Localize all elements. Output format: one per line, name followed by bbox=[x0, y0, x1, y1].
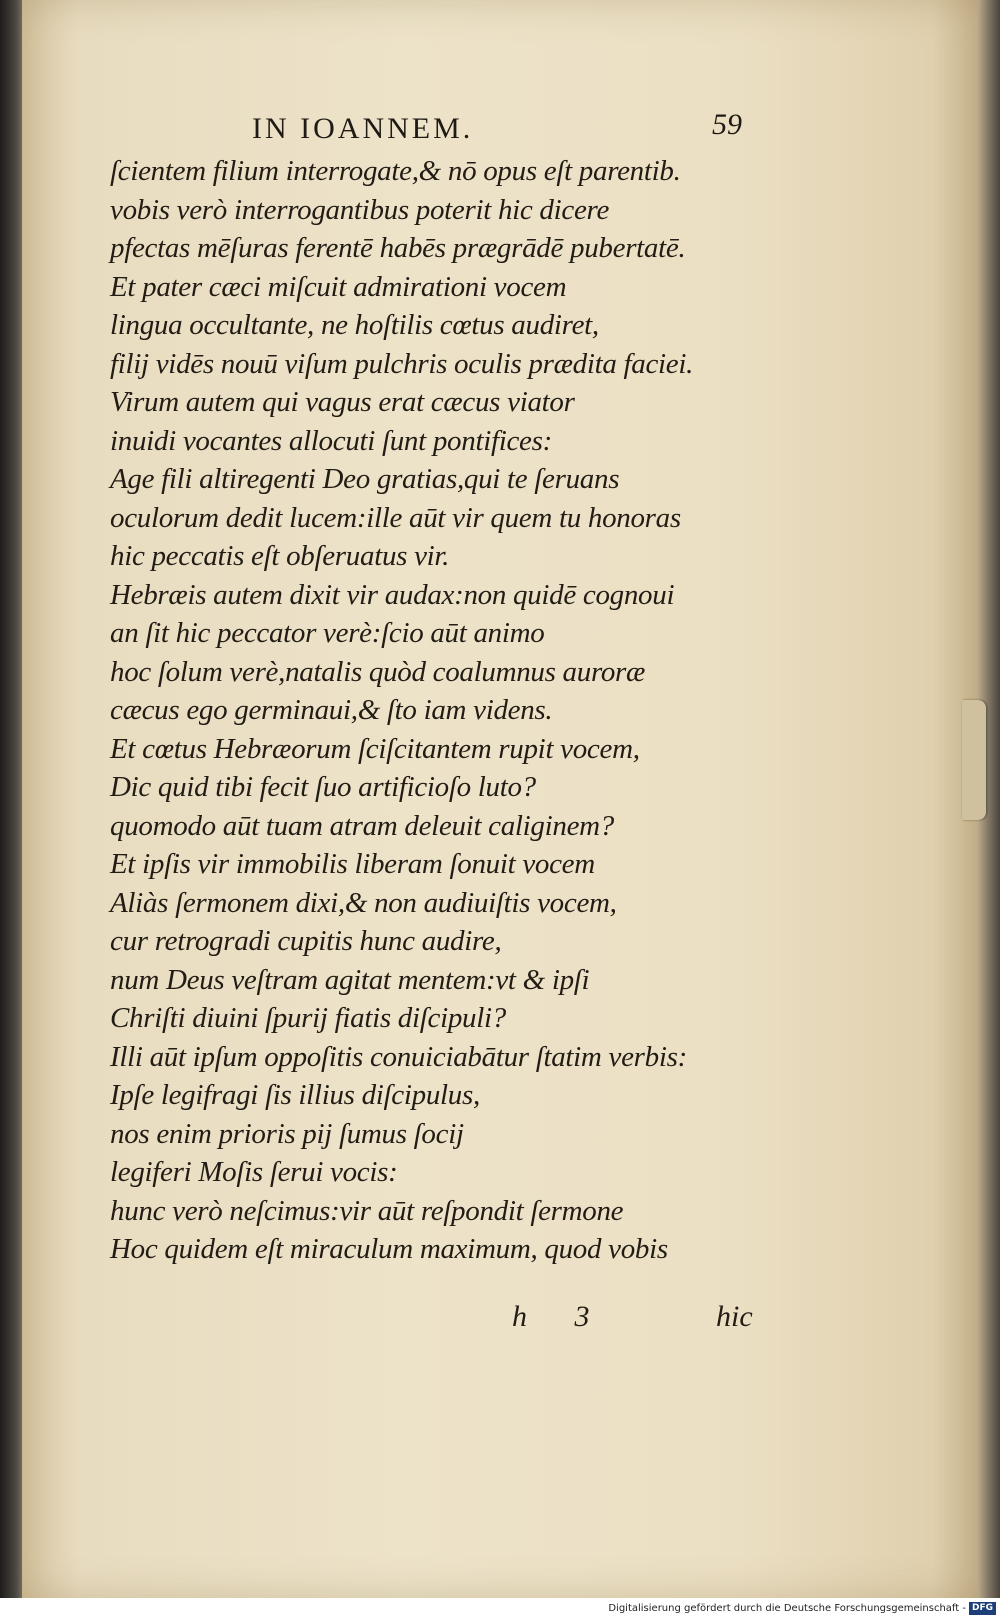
text-line: vobis verò interrogantibus poterit hic dicere bbox=[110, 193, 610, 226]
text-line: nos enim prioris pij ſumus ſocij bbox=[110, 1117, 464, 1150]
text-line: Chriſti diuini ſpurij fiatis diſcipuli? bbox=[110, 1002, 506, 1034]
text-line: oculorum dedit lucem:ille aūt vir quem tu honoras bbox=[110, 501, 681, 534]
catchword: hic bbox=[716, 1300, 753, 1333]
text-line: pfectas mēſuras ferentē habēs prægrādē pubertatē. bbox=[110, 232, 686, 264]
signature-mark: h 3 bbox=[512, 1300, 610, 1333]
text-line: an ſit hic peccator verè:ſcio aūt animo bbox=[110, 617, 545, 649]
text-line: hoc ſolum verè,natalis quòd coalumnus auroræ bbox=[110, 655, 646, 688]
text-line: Virum autem qui vagus erat cæcus viator bbox=[110, 386, 575, 418]
text-line: Dic quid tibi fecit ſuo artificioſo luto? bbox=[110, 771, 536, 803]
text-line: legiferi Moſis ſerui vocis: bbox=[110, 1156, 398, 1188]
running-title: IN IOANNEM. bbox=[252, 112, 474, 145]
text-line: Et pater cæci miſcuit admirationi vocem bbox=[110, 270, 567, 303]
text-line: Illi aūt ipſum oppoſitis conuiciabātur ſtatim verbis: bbox=[110, 1040, 687, 1073]
text-line: Et ipſis vir immobilis liberam ſonuit vocem bbox=[110, 848, 595, 880]
text-line: quomodo aūt tuam atram deleuit caliginem? bbox=[110, 809, 615, 842]
text-line: Hoc quidem eſt miraculum maximum, quod vobis bbox=[110, 1233, 668, 1265]
book-page bbox=[22, 0, 980, 1598]
text-line: cur retrogradi cupitis hunc audire, bbox=[110, 925, 502, 957]
text-line: ſcientem filium interrogate,& nō opus eſt parentib. bbox=[110, 155, 681, 187]
text-line: Et cœtus Hebræorum ſciſcitantem rupit vocem, bbox=[110, 732, 640, 765]
text-line: Age fili altiregenti Deo gratias,qui te ſeruans bbox=[110, 463, 620, 495]
folio-number: 59 bbox=[712, 108, 742, 141]
credit-text: Digitalisierung gefördert durch die Deutsche Forschungsgemeinschaft - bbox=[608, 1603, 966, 1614]
text-line: cæcus ego germinaui,& ſto iam videns. bbox=[110, 694, 553, 726]
verse-text bbox=[110, 152, 770, 1269]
text-line: Aliàs ſermonem dixi,& non audiuiſtis vocem, bbox=[110, 886, 617, 919]
dfg-logo: DFG bbox=[969, 1602, 996, 1615]
text-line: num Deus veſtram agitat mentem:vt & ipſi bbox=[110, 963, 590, 996]
text-line: lingua occultante, ne hoſtilis cœtus audiret, bbox=[110, 309, 599, 341]
page-tab bbox=[962, 700, 986, 820]
digitization-credit bbox=[0, 1598, 996, 1619]
text-line: hunc verò neſcimus:vir aūt reſpondit ſermone bbox=[110, 1194, 624, 1227]
text-line: filij vidēs nouū viſum pulchris oculis prædita faciei. bbox=[110, 347, 694, 380]
text-line: hic peccatis eſt obſeruatus vir. bbox=[110, 540, 450, 572]
text-line: inuidi vocantes allocuti ſunt pontifices: bbox=[110, 424, 552, 457]
text-line: Ipſe legifragi ſis illius diſcipulus, bbox=[110, 1079, 480, 1111]
text-line: Hebræis autem dixit vir audax:non quidē cognoui bbox=[110, 578, 675, 611]
